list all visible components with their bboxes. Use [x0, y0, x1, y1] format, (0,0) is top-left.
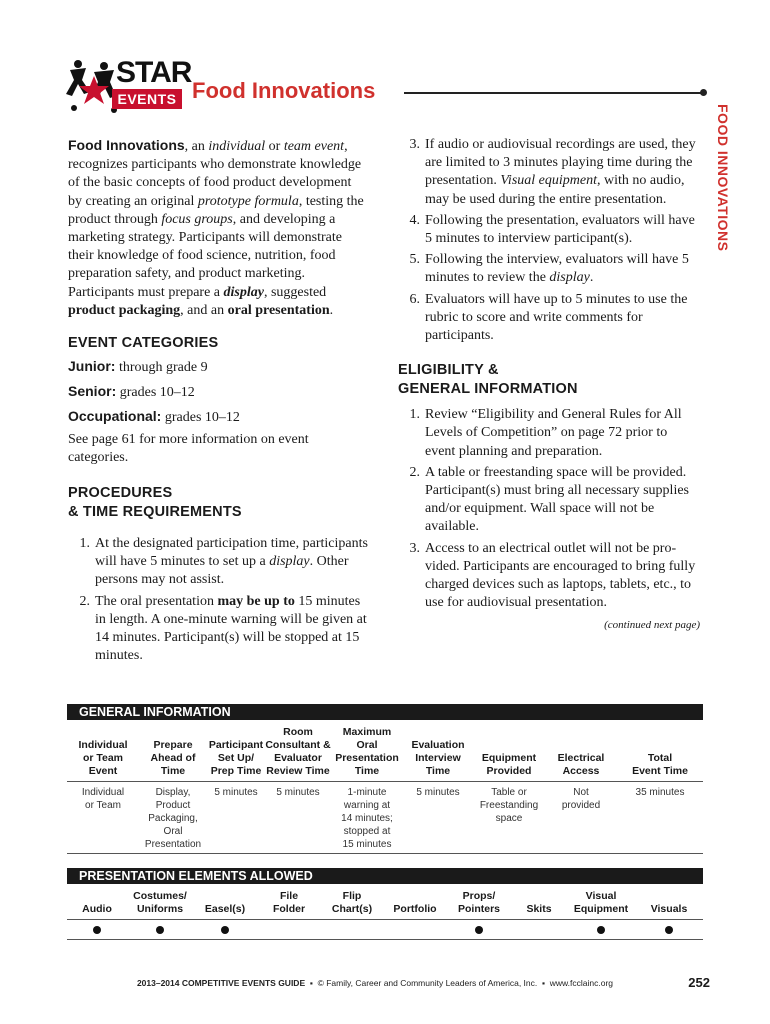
presentation-table-header-cell-line: Visuals — [650, 903, 688, 915]
general-table-value-cell-line: Freestanding — [479, 800, 539, 811]
allowed-bullet-icon — [597, 926, 605, 934]
procedure-item-4: 4. Following the presentation, evaluators will have 5 minutes to interview participant(s). — [409, 212, 695, 247]
presentation-table-value-cell — [567, 926, 635, 934]
general-table-value-cell-line: Packaging, — [148, 813, 198, 824]
general-table-header-cell-line: Equipment — [481, 752, 537, 764]
presentation-elements-heading: PRESENTATION ELEMENTS ALLOWED — [67, 868, 703, 884]
general-table-header-cell-line: Individual — [78, 739, 128, 751]
general-information-table — [67, 704, 703, 854]
footer-org: © Family, Career and Community Leaders of America, Inc. — [317, 978, 538, 988]
general-table-value-cell-line: Individual — [81, 787, 125, 798]
general-table-value-cell — [617, 786, 703, 853]
general-table-value-cell-line: Oral — [163, 826, 183, 837]
presentation-table-header-cell-line: File — [279, 890, 299, 902]
general-table-value-cell — [207, 786, 265, 853]
general-table-value-cell — [67, 786, 139, 853]
eligibility-item-3: 3. Access to an electrical outlet will not be provided. Participants are encouraged to bring fully charged devices such as laptops, tablets, etc., to use for audiovisual presentation. — [409, 540, 696, 611]
general-table-value-cell-line: 5 minutes — [214, 787, 258, 798]
general-table-value-cell-line: 35 minutes — [635, 787, 685, 798]
general-table-value-cell-line: Presentation — [144, 839, 202, 850]
general-table-value-cell-line: 1-minute — [347, 787, 387, 798]
allowed-bullet-icon — [221, 926, 229, 934]
general-table-value-row — [67, 782, 703, 854]
eligibility-item-1: 1. Review “Eligibility and General Rules for All Levels of Competition” on page 72 prior to event planning and preparation. — [409, 407, 682, 459]
left-column — [68, 136, 368, 665]
general-table-header-cell — [265, 720, 331, 778]
general-table-header-cell — [67, 720, 139, 778]
category-list — [68, 357, 368, 467]
procedures-list-left — [68, 535, 368, 665]
procedure-item-6: 6. Evaluators will have up to 5 minutes to use the rubric to score and write comments for participants. — [409, 291, 688, 344]
category-senior: Senior: grades 10–12 — [68, 383, 195, 401]
presentation-table-header-cell-line: Folder — [272, 903, 306, 915]
general-table-value-cell-line: 15 minutes — [342, 839, 392, 850]
presentation-table-value-cell — [67, 926, 127, 934]
event-categories-heading: EVENT CATEGORIES — [68, 335, 219, 352]
general-table-header-cell-line: Prepare — [153, 739, 193, 751]
page-title: Food Innovations — [192, 78, 376, 103]
star-events-logo — [64, 56, 192, 118]
presentation-table-header-cell-line: Flip — [342, 890, 362, 902]
procedure-item-5: 5. Following the interview, evaluators will have 5 minutes to review the display. — [409, 252, 689, 286]
general-table-value-cell — [545, 786, 617, 853]
presentation-table-header-cell-line: Easel(s) — [204, 903, 246, 915]
general-table-header-cell-line: Event — [88, 765, 118, 777]
general-table-value-cell-line: space — [495, 813, 523, 824]
general-table-value-cell — [473, 786, 545, 853]
general-table-header-cell-line: Time — [354, 765, 380, 777]
presentation-table-value-cell — [127, 926, 193, 934]
general-table-header-cell-line: Set Up/ — [217, 752, 255, 764]
general-table-header-row — [67, 720, 703, 782]
general-table-header-cell-line: Time — [425, 765, 451, 777]
general-table-header-cell-line: Consultant & — [265, 739, 331, 751]
footer-separator: ▪ — [541, 978, 545, 988]
presentation-table-header-cell — [447, 884, 511, 916]
presentation-table-value-cell — [193, 926, 257, 934]
presentation-table-header-cell-line: Uniforms — [136, 903, 184, 915]
allowed-bullet-icon — [156, 926, 164, 934]
eligibility-list — [398, 406, 700, 612]
category-note: See page 61 for more information on event categories. — [68, 431, 309, 465]
general-table-value-cell — [331, 786, 403, 853]
general-table-value-cell — [403, 786, 473, 853]
presentation-table-header-cell — [635, 884, 703, 916]
title-rule-dot — [700, 89, 707, 96]
presentation-elements-table — [67, 868, 703, 940]
page-number: 252 — [688, 975, 710, 990]
presentation-table-header-cell-line: Costumes/ — [133, 890, 187, 902]
presentation-table-header-cell — [257, 884, 321, 916]
presentation-table-header-cell-line: Equipment — [573, 903, 629, 915]
right-column — [398, 136, 700, 635]
presentation-table-value-row — [67, 920, 703, 940]
presentation-table-header-cell — [383, 884, 447, 916]
general-table-header-cell-line: Evaluation — [411, 739, 465, 751]
category-junior: Junior: through grade 9 — [68, 358, 208, 376]
general-table-header-cell — [617, 720, 703, 778]
presentation-table-value-cell — [447, 926, 511, 934]
logo-star-text: STAR — [116, 56, 192, 89]
footer-separator: ▪ — [309, 978, 313, 988]
presentation-table-header-cell-line: Audio — [82, 903, 112, 915]
general-table-value-cell — [265, 786, 331, 853]
procedure-item-2: 2. The oral presentation may be up to 15 minutes in length. A one-minute warning will be given at 14 minutes. Participant(s) will be stopped at 15 minutes. — [79, 593, 367, 664]
footer-guide: 2013–2014 COMPETITIVE EVENTS GUIDE — [136, 978, 306, 988]
presentation-table-header-cell-line: Chart(s) — [331, 903, 373, 915]
presentation-table-header-cell — [193, 884, 257, 916]
general-table-value-cell-line: 5 minutes — [276, 787, 320, 798]
intro-paragraph: Food Innovations, an individual or team event, recognizes participants who demonstrate knowledge of the basic concepts of food product development by creating an original prototype formula, testing the product through focus groups, and developing a marketing strategy. Participants will demonstrate their knowledge of food science, nutrition, food preparation safety, and product marketing. Participants must prepare a display, suggested product packaging, and an oral presentation. — [68, 137, 364, 318]
allowed-bullet-icon — [93, 926, 101, 934]
procedures-heading: PROCEDURES & TIME REQUIREMENTS — [68, 485, 242, 521]
procedure-item-3: 3. If audio or audiovisual recordings are used, they are limited to 3 minutes playing time during the presentation. Visual equipment, with no audio, may be used during the entire presentation. — [409, 137, 696, 207]
side-tab-label: FOOD INNOVATIONS — [715, 104, 731, 252]
general-table-header-cell — [403, 720, 473, 778]
logo-events-text: EVENTS — [112, 89, 182, 109]
general-table-header-cell-line: Ahead of — [150, 752, 196, 764]
category-occupational: Occupational: grades 10–12 — [68, 408, 240, 426]
general-table-header-cell-line: Event Time — [632, 765, 688, 777]
general-table-value-cell-line: Display, — [155, 787, 191, 798]
continued-note: (continued next page) — [604, 619, 700, 632]
general-table-value-cell-line: 5 minutes — [416, 787, 460, 798]
general-table-header-cell — [207, 720, 265, 778]
general-table-value-cell — [139, 786, 207, 853]
general-table-value-cell-line: warning at — [343, 800, 391, 811]
general-table-header-cell — [139, 720, 207, 778]
general-table-header-cell — [473, 720, 545, 778]
general-table-value-cell-line: Table or — [491, 787, 527, 798]
general-information-heading: GENERAL INFORMATION — [67, 704, 703, 720]
allowed-bullet-icon — [665, 926, 673, 934]
general-table-value-cell-line: stopped at — [343, 826, 391, 837]
presentation-table-header-cell-line: Props/ — [462, 890, 496, 902]
presentation-table-header-cell — [127, 884, 193, 916]
presentation-table-header-cell — [321, 884, 383, 916]
presentation-table-header-cell — [67, 884, 127, 916]
general-table-value-cell-line: Product — [155, 800, 191, 811]
general-table-value-cell-line: Not — [573, 787, 589, 798]
general-table-value-cell-line: 14 minutes; — [341, 813, 393, 824]
general-table-header-cell-line: Electrical — [557, 752, 605, 764]
eligibility-item-2: 2. A table or freestanding space will be provided. Participant(s) must bring all necessary supplies and/or equipment. Wall space will not be available. — [409, 464, 689, 535]
procedure-item-1: 1. At the designated participation time, participants will have 5 minutes to set up a display. Other persons may not assist. — [79, 536, 368, 588]
general-table-header-cell-line: Presentation — [335, 752, 399, 764]
eligibility-heading: ELIGIBILITY & GENERAL INFORMATION — [398, 362, 578, 398]
presentation-table-header-cell-line: Visual — [585, 890, 617, 902]
general-table-header-cell-line: Evaluator — [274, 752, 322, 764]
presentation-table-value-cell — [635, 926, 703, 934]
presentation-table-header-cell-line: Pointers — [457, 903, 500, 915]
general-table-header-cell-line: Participant — [208, 739, 264, 751]
general-table-header-cell-line: Oral — [356, 739, 378, 751]
general-table-value-cell-line: provided — [561, 800, 601, 811]
procedures-list-right — [398, 136, 700, 345]
page-footer — [40, 978, 710, 988]
general-table-header-cell-line: Time — [160, 765, 186, 777]
presentation-table-header-cell-line: Portfolio — [393, 903, 437, 915]
presentation-table-header-cell — [567, 884, 635, 916]
general-table-header-cell-line: Access — [562, 765, 600, 777]
general-table-header-cell-line: Maximum — [342, 726, 392, 738]
general-table-header-cell-line: Total — [647, 752, 673, 764]
general-table-header-cell-line: Review Time — [266, 765, 330, 777]
general-table-header-cell — [545, 720, 617, 778]
general-table-header-cell-line: Provided — [486, 765, 532, 777]
general-table-header-cell-line: Interview — [415, 752, 461, 764]
presentation-table-header-row — [67, 884, 703, 920]
presentation-table-header-cell — [511, 884, 567, 916]
general-table-header-cell-line: Prep Time — [210, 765, 262, 777]
general-table-header-cell-line: Room — [283, 726, 313, 738]
general-table-header-cell-line: or Team — [82, 752, 124, 764]
general-table-value-cell-line: or Team — [85, 800, 121, 811]
allowed-bullet-icon — [475, 926, 483, 934]
general-table-header-cell — [331, 720, 403, 778]
footer-url: www.fcclainc.org — [549, 978, 614, 988]
title-rule — [404, 92, 702, 94]
presentation-table-header-cell-line: Skits — [526, 903, 552, 915]
